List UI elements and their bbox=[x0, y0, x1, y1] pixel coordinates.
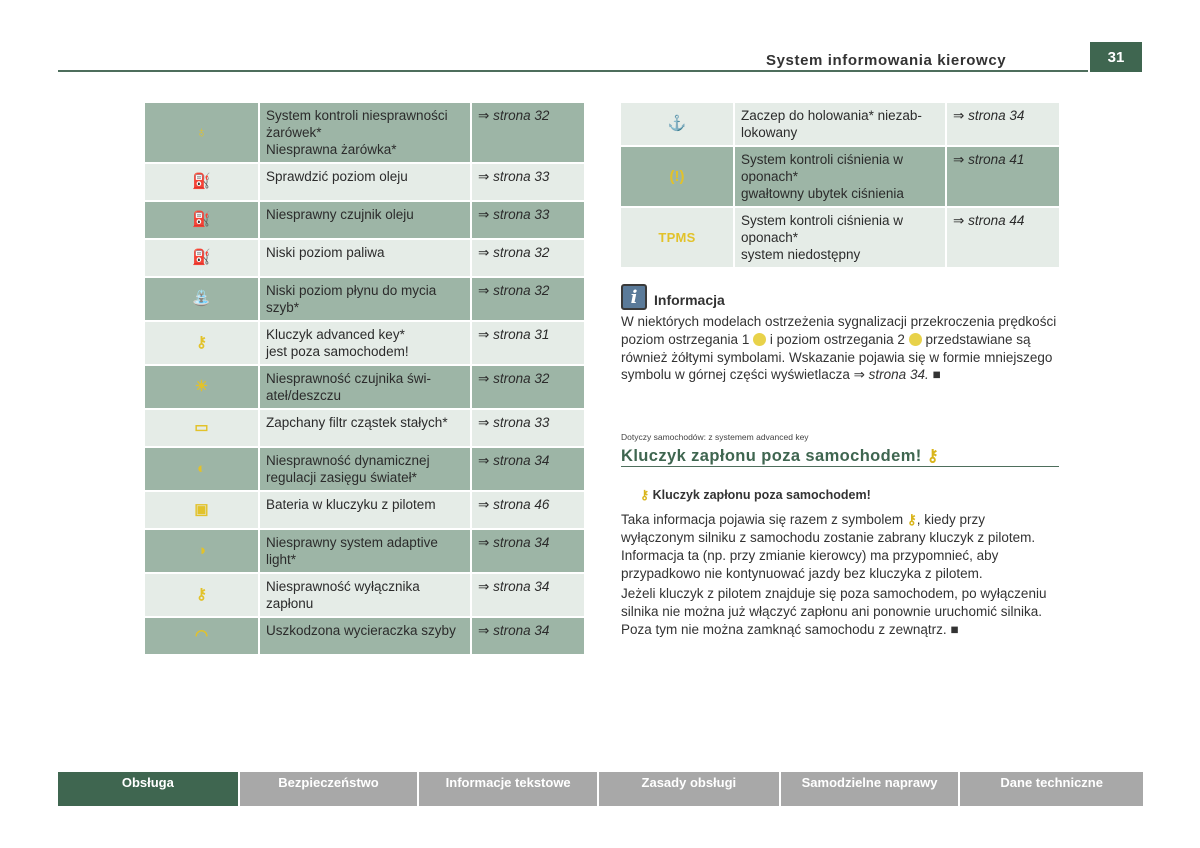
particle-filter-icon: ▭ bbox=[194, 419, 209, 436]
description-line: jest poza samochodem! bbox=[266, 344, 409, 359]
icon-cell bbox=[621, 207, 734, 268]
table-row bbox=[145, 491, 584, 529]
description-line: System kontroli niesprawności bbox=[266, 108, 448, 123]
footer-nav bbox=[58, 772, 1145, 806]
icon-cell bbox=[145, 409, 259, 447]
icon-cell bbox=[145, 163, 259, 201]
arrow-icon: ⇒ bbox=[478, 108, 490, 123]
advanced-key-icon: ⚷ bbox=[640, 488, 650, 502]
icon-cell bbox=[145, 447, 259, 491]
arrow-icon: ⇒ bbox=[478, 169, 490, 184]
description-line: Niesprawność wyłącznika bbox=[266, 579, 420, 594]
footer-tab[interactable]: Dane techniczne bbox=[960, 772, 1143, 806]
paragraph-2 bbox=[621, 585, 1061, 639]
info-icon: i bbox=[621, 284, 647, 310]
arrow-icon: ⇒ bbox=[953, 152, 965, 167]
table-row bbox=[145, 409, 584, 447]
page-reference[interactable]: strona 46 bbox=[493, 497, 550, 512]
paragraph-1-part1: Taka informacja pojawia się razem z symbolem bbox=[621, 512, 904, 527]
description-cell bbox=[259, 201, 471, 239]
page-reference[interactable]: strona 32 bbox=[493, 371, 550, 386]
page-reference[interactable]: strona 32 bbox=[493, 283, 550, 298]
icon-cell bbox=[621, 146, 734, 207]
description-line: Zapchany filtr cząstek stałych* bbox=[266, 415, 448, 430]
light-rain-sensor-icon: ☀ bbox=[194, 378, 209, 395]
description-line: Kluczyk advanced key* bbox=[266, 327, 405, 342]
header-divider bbox=[58, 70, 1088, 72]
end-mark-icon: ■ bbox=[950, 622, 959, 637]
warning-lights-table-left bbox=[145, 103, 584, 656]
description-line: Niski poziom płynu do mycia bbox=[266, 283, 437, 298]
arrow-icon: ⇒ bbox=[478, 327, 490, 342]
table-row bbox=[145, 201, 584, 239]
page-reference[interactable]: strona 31 bbox=[493, 327, 550, 342]
tpms-icon: TPMS bbox=[658, 230, 696, 245]
description-line: Niesprawność czujnika świ- bbox=[266, 371, 432, 386]
icon-cell bbox=[145, 321, 259, 365]
table-row bbox=[145, 447, 584, 491]
arrow-icon: ⇒ bbox=[953, 108, 965, 123]
footer-tab[interactable]: Bezpieczeństwo bbox=[240, 772, 418, 806]
page-reference-cell[interactable] bbox=[946, 103, 1059, 146]
info-title: Informacja bbox=[654, 292, 725, 308]
arrow-icon: ⇒ bbox=[478, 623, 490, 638]
page-reference[interactable]: strona 34 bbox=[493, 579, 550, 594]
description-cell bbox=[259, 529, 471, 573]
description-cell bbox=[734, 207, 946, 268]
page-reference[interactable]: strona 34 bbox=[968, 108, 1025, 123]
page-reference-cell[interactable] bbox=[471, 239, 584, 277]
description-line: Sprawdzić poziom oleju bbox=[266, 169, 408, 184]
page-reference-cell[interactable] bbox=[471, 573, 584, 617]
icon-cell bbox=[145, 239, 259, 277]
table-row bbox=[145, 277, 584, 321]
description-cell bbox=[259, 409, 471, 447]
table-row bbox=[145, 365, 584, 409]
description-line: Zaczep do holowania* niezab- bbox=[741, 108, 922, 123]
description-line: Uszkodzona wycieraczka szyby bbox=[266, 623, 456, 638]
paragraph-2-text: Jeżeli kluczyk z pilotem znajduje się poza samochodem, po wyłączeniu silnika nie można już włączyć zapłonu ani ponownie uruchomić silnika. Poza tym nie można zamknąć samochodu z zewnątrz. bbox=[621, 586, 1047, 637]
page-reference[interactable]: strona 33 bbox=[493, 169, 550, 184]
page-reference-cell[interactable] bbox=[471, 277, 584, 321]
washer-fluid-icon: ⛲ bbox=[192, 290, 211, 307]
page-reference[interactable]: strona 34 bbox=[493, 535, 550, 550]
icon-cell bbox=[145, 365, 259, 409]
description-line: żarówek* bbox=[266, 125, 322, 140]
page-reference[interactable]: strona 41 bbox=[968, 152, 1025, 167]
description-cell bbox=[259, 163, 471, 201]
page-reference-cell[interactable] bbox=[471, 447, 584, 491]
table-row bbox=[145, 617, 584, 655]
end-mark-icon: ■ bbox=[932, 367, 941, 383]
info-ref-arrow: ⇒ bbox=[853, 367, 865, 383]
description-line: system niedostępny bbox=[741, 247, 861, 262]
tow-hitch-icon: ⚓ bbox=[667, 115, 687, 132]
description-line: gwałtowny ubytek ciśnienia bbox=[741, 186, 904, 201]
arrow-icon: ⇒ bbox=[953, 213, 965, 228]
arrow-icon: ⇒ bbox=[478, 415, 490, 430]
page-reference-cell[interactable] bbox=[471, 409, 584, 447]
table-row bbox=[621, 207, 1059, 268]
advanced-key-icon: ⚷ bbox=[196, 334, 207, 351]
description-line: regulacji zasięgu świateł* bbox=[266, 470, 417, 485]
description-line: System kontroli ciśnienia w bbox=[741, 213, 904, 228]
footer-tab[interactable]: Zasady obsługi bbox=[599, 772, 779, 806]
icon-cell bbox=[145, 103, 259, 163]
arrow-icon: ⇒ bbox=[478, 207, 490, 222]
icon-cell bbox=[145, 277, 259, 321]
description-cell bbox=[259, 277, 471, 321]
page-reference-cell[interactable] bbox=[946, 207, 1059, 268]
icon-cell bbox=[145, 617, 259, 655]
page-reference[interactable]: strona 32 bbox=[493, 108, 550, 123]
arrow-icon: ⇒ bbox=[478, 453, 490, 468]
speed-warning-2-icon bbox=[909, 333, 922, 346]
table-row bbox=[145, 163, 584, 201]
description-cell bbox=[259, 573, 471, 617]
arrow-icon: ⇒ bbox=[478, 245, 490, 260]
table-row bbox=[145, 103, 584, 163]
description-line: szyb* bbox=[266, 300, 300, 315]
page-reference-cell[interactable] bbox=[471, 491, 584, 529]
description-cell bbox=[259, 365, 471, 409]
info-text-part1: W niektórych modelach ostrzeżenia sygnalizacji przekroczenia prędkości poziom ostrzegania 1 bbox=[621, 314, 1057, 347]
description-cell bbox=[259, 239, 471, 277]
page-reference-cell[interactable] bbox=[471, 365, 584, 409]
key-battery-icon: ▣ bbox=[194, 501, 209, 518]
footer-tab[interactable]: Samodzielne naprawy bbox=[781, 772, 959, 806]
oil-level-icon: ⛽ bbox=[192, 173, 211, 190]
table-row bbox=[145, 239, 584, 277]
description-cell bbox=[734, 146, 946, 207]
bulb-failure-icon: ♁ bbox=[195, 123, 208, 141]
ignition-key-icon: ⚷ bbox=[196, 586, 207, 603]
description-line: zapłonu bbox=[266, 596, 314, 611]
warning-lights-table-right bbox=[621, 103, 1059, 269]
headlight-range-icon: ◐ bbox=[196, 460, 207, 477]
fuel-icon: ⛽ bbox=[192, 249, 211, 266]
icon-cell bbox=[145, 201, 259, 239]
description-line: Niesprawna żarówka* bbox=[266, 142, 397, 157]
arrow-icon: ⇒ bbox=[478, 371, 490, 386]
table-row bbox=[145, 529, 584, 573]
icon-cell bbox=[145, 491, 259, 529]
info-text bbox=[621, 313, 1061, 384]
info-text-part3: przedstawiane są również żółtymi symbolami. Wskazanie pojawia się w formie mniejszego symbolu w górnej części wyświetlacza bbox=[621, 331, 1053, 383]
section-title-text: Kluczyk zapłonu poza samochodem! bbox=[621, 447, 922, 465]
page-reference-cell[interactable] bbox=[471, 163, 584, 201]
page-reference-cell[interactable] bbox=[471, 529, 584, 573]
info-text-part2: i poziom ostrzegania 2 bbox=[769, 331, 905, 347]
icon-cell bbox=[145, 529, 259, 573]
section-divider bbox=[621, 466, 1059, 467]
description-cell bbox=[259, 447, 471, 491]
page-reference[interactable]: strona 34 bbox=[493, 453, 550, 468]
description-cell bbox=[259, 321, 471, 365]
page-reference[interactable]: strona 33 bbox=[493, 207, 550, 222]
info-ref-link[interactable]: strona 34. bbox=[868, 367, 929, 383]
message-title bbox=[640, 487, 871, 502]
table-row bbox=[621, 146, 1059, 207]
description-cell bbox=[259, 103, 471, 163]
adaptive-light-icon: ◑ bbox=[196, 542, 207, 559]
table-row bbox=[621, 103, 1059, 146]
description-line: light* bbox=[266, 552, 297, 567]
description-line: Bateria w kluczyku z pilotem bbox=[266, 497, 436, 512]
arrow-icon: ⇒ bbox=[478, 497, 490, 512]
arrow-icon: ⇒ bbox=[478, 535, 490, 550]
page-header-title: System informowania kierowcy bbox=[766, 52, 1007, 69]
footer-tab[interactable]: Obsługa bbox=[58, 772, 238, 806]
page-reference-cell[interactable] bbox=[471, 321, 584, 365]
page-reference-cell[interactable] bbox=[471, 103, 584, 163]
advanced-key-icon: ⚷ bbox=[926, 447, 940, 465]
arrow-icon: ⇒ bbox=[478, 283, 490, 298]
page-reference[interactable]: strona 44 bbox=[968, 213, 1025, 228]
description-line: Niesprawny czujnik oleju bbox=[266, 207, 414, 222]
table-row bbox=[145, 321, 584, 365]
arrow-icon: ⇒ bbox=[478, 579, 490, 594]
page-reference[interactable]: strona 32 bbox=[493, 245, 550, 260]
description-cell bbox=[259, 617, 471, 655]
icon-cell bbox=[145, 573, 259, 617]
speed-warning-1-icon bbox=[753, 333, 766, 346]
description-line: oponach* bbox=[741, 169, 799, 184]
paragraph-1-part2: , kiedy przy wyłączonym silniku z samochodu zostanie zabrany kluczyk z pilotem. Informacja ta (np. przy zmianie kierowcy) ma przypomnieć, aby przypadkowo nie kontynuować jazdy bez kluczyka z pilotem. bbox=[621, 512, 1036, 581]
description-line: Niesprawność dynamicznej bbox=[266, 453, 430, 468]
advanced-key-icon: ⚷ bbox=[906, 512, 917, 527]
paragraph-1 bbox=[621, 511, 1061, 583]
description-line: ateł/deszczu bbox=[266, 388, 342, 403]
tire-pressure-icon: (!) bbox=[669, 167, 685, 185]
page-reference[interactable]: strona 33 bbox=[493, 415, 550, 430]
description-line: oponach* bbox=[741, 230, 799, 245]
page-reference[interactable]: strona 34 bbox=[493, 623, 550, 638]
description-line: Niski poziom paliwa bbox=[266, 245, 385, 260]
page-reference-cell[interactable] bbox=[471, 201, 584, 239]
applicability-note: Dotyczy samochodów: z systemem advanced key bbox=[621, 432, 809, 442]
wiper-icon: ◠ bbox=[194, 627, 209, 644]
page-number: 31 bbox=[1090, 42, 1142, 72]
description-line: lokowany bbox=[741, 125, 798, 140]
icon-cell bbox=[621, 103, 734, 146]
section-title bbox=[621, 446, 939, 466]
page-reference-cell[interactable] bbox=[946, 146, 1059, 207]
message-title-text: Kluczyk zapłonu poza samochodem! bbox=[652, 488, 871, 502]
table-row bbox=[145, 573, 584, 617]
description-cell bbox=[734, 103, 946, 146]
description-line: System kontroli ciśnienia w bbox=[741, 152, 904, 167]
description-line: Niesprawny system adaptive bbox=[266, 535, 438, 550]
footer-tab[interactable]: Informacje tekstowe bbox=[419, 772, 597, 806]
description-cell bbox=[259, 491, 471, 529]
page-reference-cell[interactable] bbox=[471, 617, 584, 655]
oil-sensor-icon: ⛽ bbox=[192, 211, 211, 228]
